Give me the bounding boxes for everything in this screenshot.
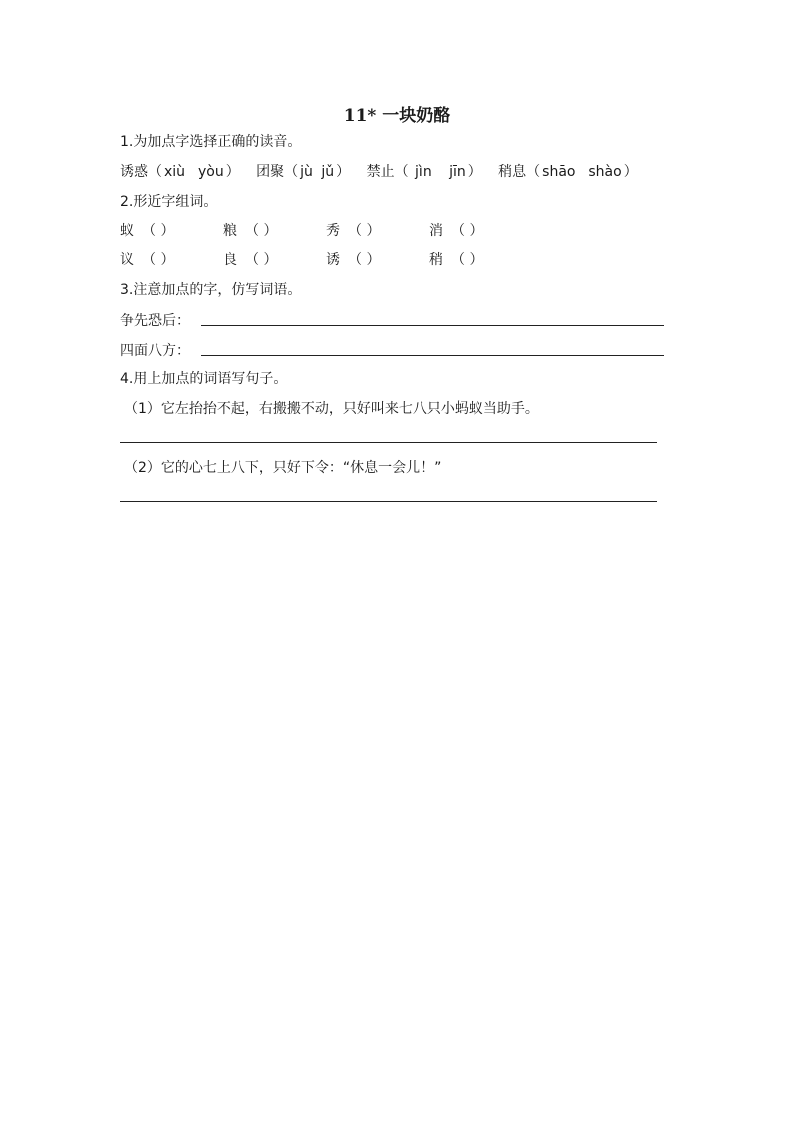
- q2-item[interactable]: 诱 （ ）: [326, 252, 381, 268]
- worksheet-title: 11* 一块奶酪: [343, 106, 451, 126]
- q2-item[interactable]: 消 （ ）: [429, 223, 484, 239]
- q1-option-b[interactable]: yòu: [197, 164, 224, 180]
- q4-prompt: 4.用上加点的词语写句子。: [120, 371, 288, 387]
- q1-option-a[interactable]: jù: [300, 164, 313, 180]
- q2-item[interactable]: 稍 （ ）: [429, 252, 484, 268]
- answer-blank[interactable]: （ ）: [451, 252, 484, 268]
- answer-blank[interactable]: （ ）: [348, 252, 381, 268]
- q4-sentence: （1）它左抬抬不起，右搬搬不动，只好叫来七八只小蚂蚁当助手。: [124, 401, 539, 417]
- q1-open-paren: （: [526, 164, 541, 180]
- q1-word: 团聚: [256, 164, 285, 180]
- q1-open-paren: （: [394, 164, 414, 180]
- answer-blank[interactable]: （ ）: [142, 252, 175, 268]
- q1-item: [498, 162, 638, 182]
- answer-blank[interactable]: （ ）: [142, 223, 175, 239]
- answer-line[interactable]: [120, 501, 657, 502]
- q1-open-paren: （: [148, 164, 162, 180]
- q4-sentence: （2）它的心七上八下，只好下令：“休息一会儿！”: [124, 460, 442, 476]
- q1-close-paren: ）: [623, 164, 638, 180]
- q1-item: [120, 162, 240, 182]
- q1-word: 诱惑: [120, 164, 148, 180]
- q3-prompt: 3.注意加点的字，仿写词语。: [120, 282, 302, 298]
- q1-prompt: 1.为加点字选择正确的读音。: [120, 134, 302, 150]
- answer-line[interactable]: [201, 355, 664, 356]
- q1-option-b[interactable]: jǔ: [321, 164, 335, 180]
- q2-item[interactable]: 秀 （ ）: [326, 223, 381, 239]
- q1-pinyin-row: [120, 162, 638, 182]
- q2-item[interactable]: 议 （ ）: [120, 252, 175, 268]
- q1-close-paren: ）: [225, 164, 240, 180]
- answer-line[interactable]: [120, 442, 657, 443]
- q2-prompt: 2.形近字组词。: [120, 194, 218, 210]
- q2-item[interactable]: 粮 （ ）: [223, 223, 278, 239]
- q1-option-a[interactable]: jìn: [415, 164, 432, 180]
- q1-option-b[interactable]: shào: [588, 164, 622, 180]
- q2-item[interactable]: 良 （ ）: [223, 252, 278, 268]
- q2-row-1: [120, 221, 532, 241]
- q1-close-paren: ）: [336, 164, 351, 180]
- q1-close-paren: ）: [467, 164, 482, 180]
- answer-blank[interactable]: （ ）: [451, 223, 484, 239]
- q3-item-label: 争先恐后：: [120, 313, 190, 329]
- q2-item[interactable]: 蚁 （ ）: [120, 223, 175, 239]
- q1-word: 稍息: [498, 164, 527, 180]
- q1-word: 禁止: [366, 164, 395, 180]
- q1-option-b[interactable]: jīn: [449, 164, 466, 180]
- q3-item-label: 四面八方：: [120, 343, 190, 359]
- answer-line[interactable]: [201, 325, 664, 326]
- q1-item: [256, 162, 350, 182]
- answer-blank[interactable]: （ ）: [245, 223, 278, 239]
- q1-option-a[interactable]: xiù: [164, 164, 186, 180]
- answer-blank[interactable]: （ ）: [348, 223, 381, 239]
- q1-open-paren: （: [284, 164, 299, 180]
- q1-item: [367, 162, 482, 182]
- q1-option-a[interactable]: shāo: [542, 164, 576, 180]
- q2-row-2: [120, 250, 532, 270]
- answer-blank[interactable]: （ ）: [245, 252, 278, 268]
